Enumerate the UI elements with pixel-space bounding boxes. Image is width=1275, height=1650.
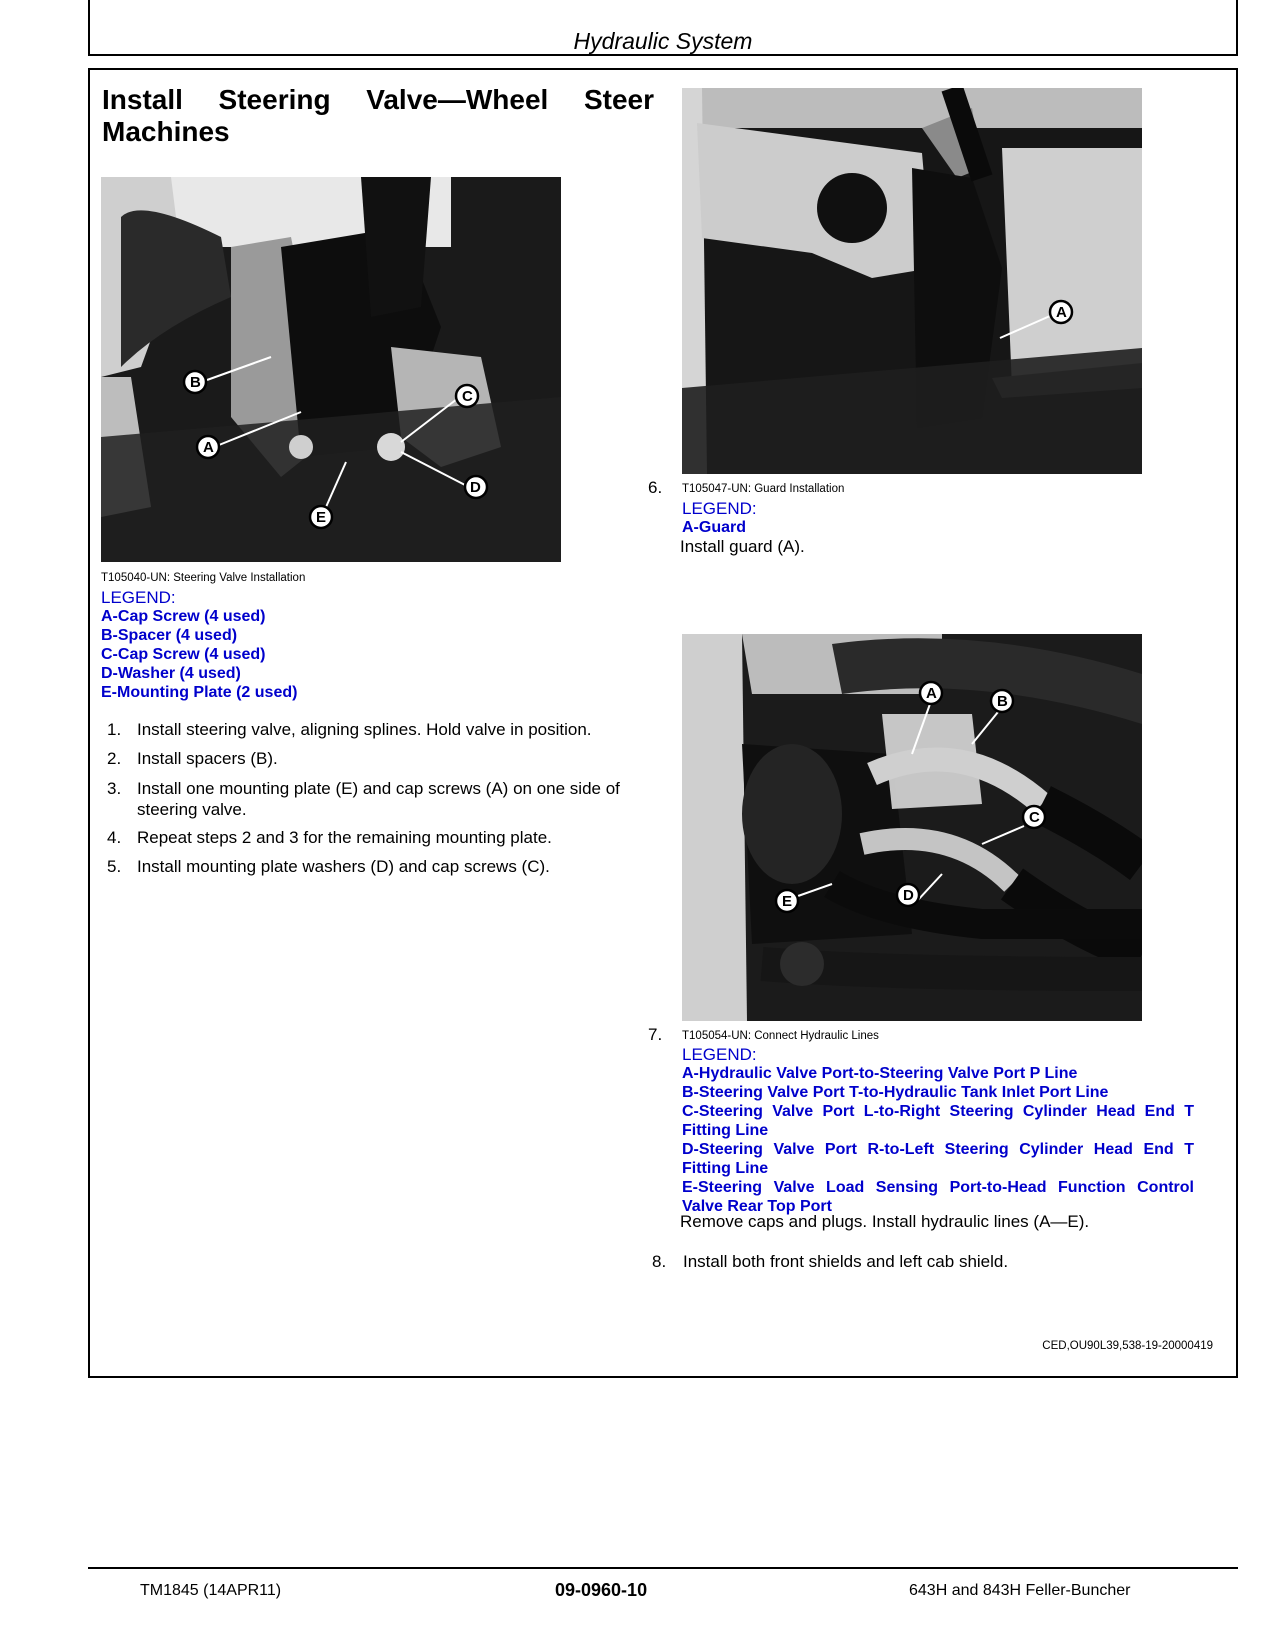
step-number: 5.	[107, 857, 122, 876]
svg-text:A: A	[926, 685, 937, 702]
step-8-text: Install both front shields and left cab shield.	[683, 1252, 1009, 1271]
legend-heading: LEGEND:	[682, 1045, 757, 1064]
legend-item: A-Guard	[682, 519, 746, 536]
step-text: Repeat steps 2 and 3 for the remaining mounting plate.	[137, 828, 552, 847]
step-6-text: Install guard (A).	[680, 537, 805, 556]
svg-text:C: C	[1029, 809, 1040, 826]
legend-item: B-Steering Valve Port T-to-Hydraulic Tank Inlet Port Line	[682, 1084, 1109, 1101]
legend-item: C-Steering Valve Port L-to-Right Steering Cylinder Head End T Fitting Line	[682, 1103, 1194, 1139]
figure2-caption: T105047-UN: Guard Installation	[682, 483, 845, 495]
legend-item: B-Spacer (4 used)	[101, 627, 238, 644]
legend-item: A-Cap Screw (4 used)	[101, 608, 266, 625]
hydraulic-lines-photo	[682, 634, 1142, 1021]
footer-page-number: 09-0960-10	[555, 1580, 648, 1600]
svg-text:D: D	[903, 887, 914, 904]
step-text: Install mounting plate washers (D) and cap screws (C).	[137, 857, 550, 876]
footer-machine: 643H and 843H Feller-Buncher	[909, 1582, 1131, 1599]
guard-photo	[682, 88, 1142, 474]
step-number: 1.	[107, 720, 122, 739]
figure1-legend	[101, 588, 297, 702]
step-text: Install one mounting plate (E) and cap screws (A) on one side of steering valve.	[137, 779, 620, 819]
svg-text:B: B	[190, 374, 201, 391]
legend-item: E-Mounting Plate (2 used)	[101, 684, 298, 701]
legend-heading: LEGEND:	[101, 588, 176, 607]
step-7-number: 7.	[648, 1025, 663, 1044]
figure1-caption: T105040-UN: Steering Valve Installation	[101, 572, 306, 584]
step-number: 4.	[107, 828, 122, 847]
svg-text:B: B	[997, 693, 1008, 710]
step-8-number: 8.	[652, 1252, 667, 1271]
legend-item: D-Washer (4 used)	[101, 665, 241, 682]
step-6-number: 6.	[648, 478, 663, 497]
guard-illustration	[682, 88, 1142, 474]
svg-text:A: A	[1056, 304, 1067, 321]
svg-text:E: E	[316, 509, 327, 526]
hydraulic-lines-illustration	[682, 634, 1142, 1021]
chapter-title: Hydraulic System	[573, 28, 753, 54]
svg-text:A: A	[203, 439, 214, 456]
svg-text:D: D	[470, 479, 481, 496]
steering-valve-photo	[101, 177, 561, 562]
legend-heading: LEGEND:	[682, 499, 757, 518]
figure2-legend	[682, 499, 757, 537]
step-number: 3.	[107, 779, 122, 798]
footer-manual-id: TM1845 (14APR11)	[140, 1582, 282, 1599]
step-number: 2.	[107, 749, 122, 768]
page-header	[88, 0, 1238, 56]
legend-item: E-Steering Valve Load Sensing Port-to-Head Function Control Valve Rear Top Port	[682, 1179, 1194, 1215]
footer-rule	[88, 1567, 1238, 1569]
svg-text:C: C	[462, 388, 473, 405]
legend-item: A-Hydraulic Valve Port-to-Steering Valve Port P Line	[682, 1065, 1078, 1082]
step-text: Install steering valve, aligning splines. Hold valve in position.	[137, 720, 592, 739]
section-title: Install Steering Valve—Wheel Steer Machines	[102, 84, 654, 147]
legend-item: C-Cap Screw (4 used)	[101, 646, 266, 663]
legend-item: D-Steering Valve Port R-to-Left Steering Cylinder Head End T Fitting Line	[682, 1141, 1194, 1177]
figure3-caption: T105054-UN: Connect Hydraulic Lines	[682, 1030, 879, 1042]
step-text: Install spacers (B).	[137, 749, 278, 768]
step-7-text: Remove caps and plugs. Install hydraulic lines (A—E).	[680, 1212, 1090, 1231]
steering-valve-illustration	[101, 177, 561, 562]
figure3-legend	[682, 1045, 1194, 1216]
document-reference: CED,OU90L39,538-19-20000419	[1042, 1340, 1213, 1352]
svg-text:E: E	[782, 893, 793, 910]
